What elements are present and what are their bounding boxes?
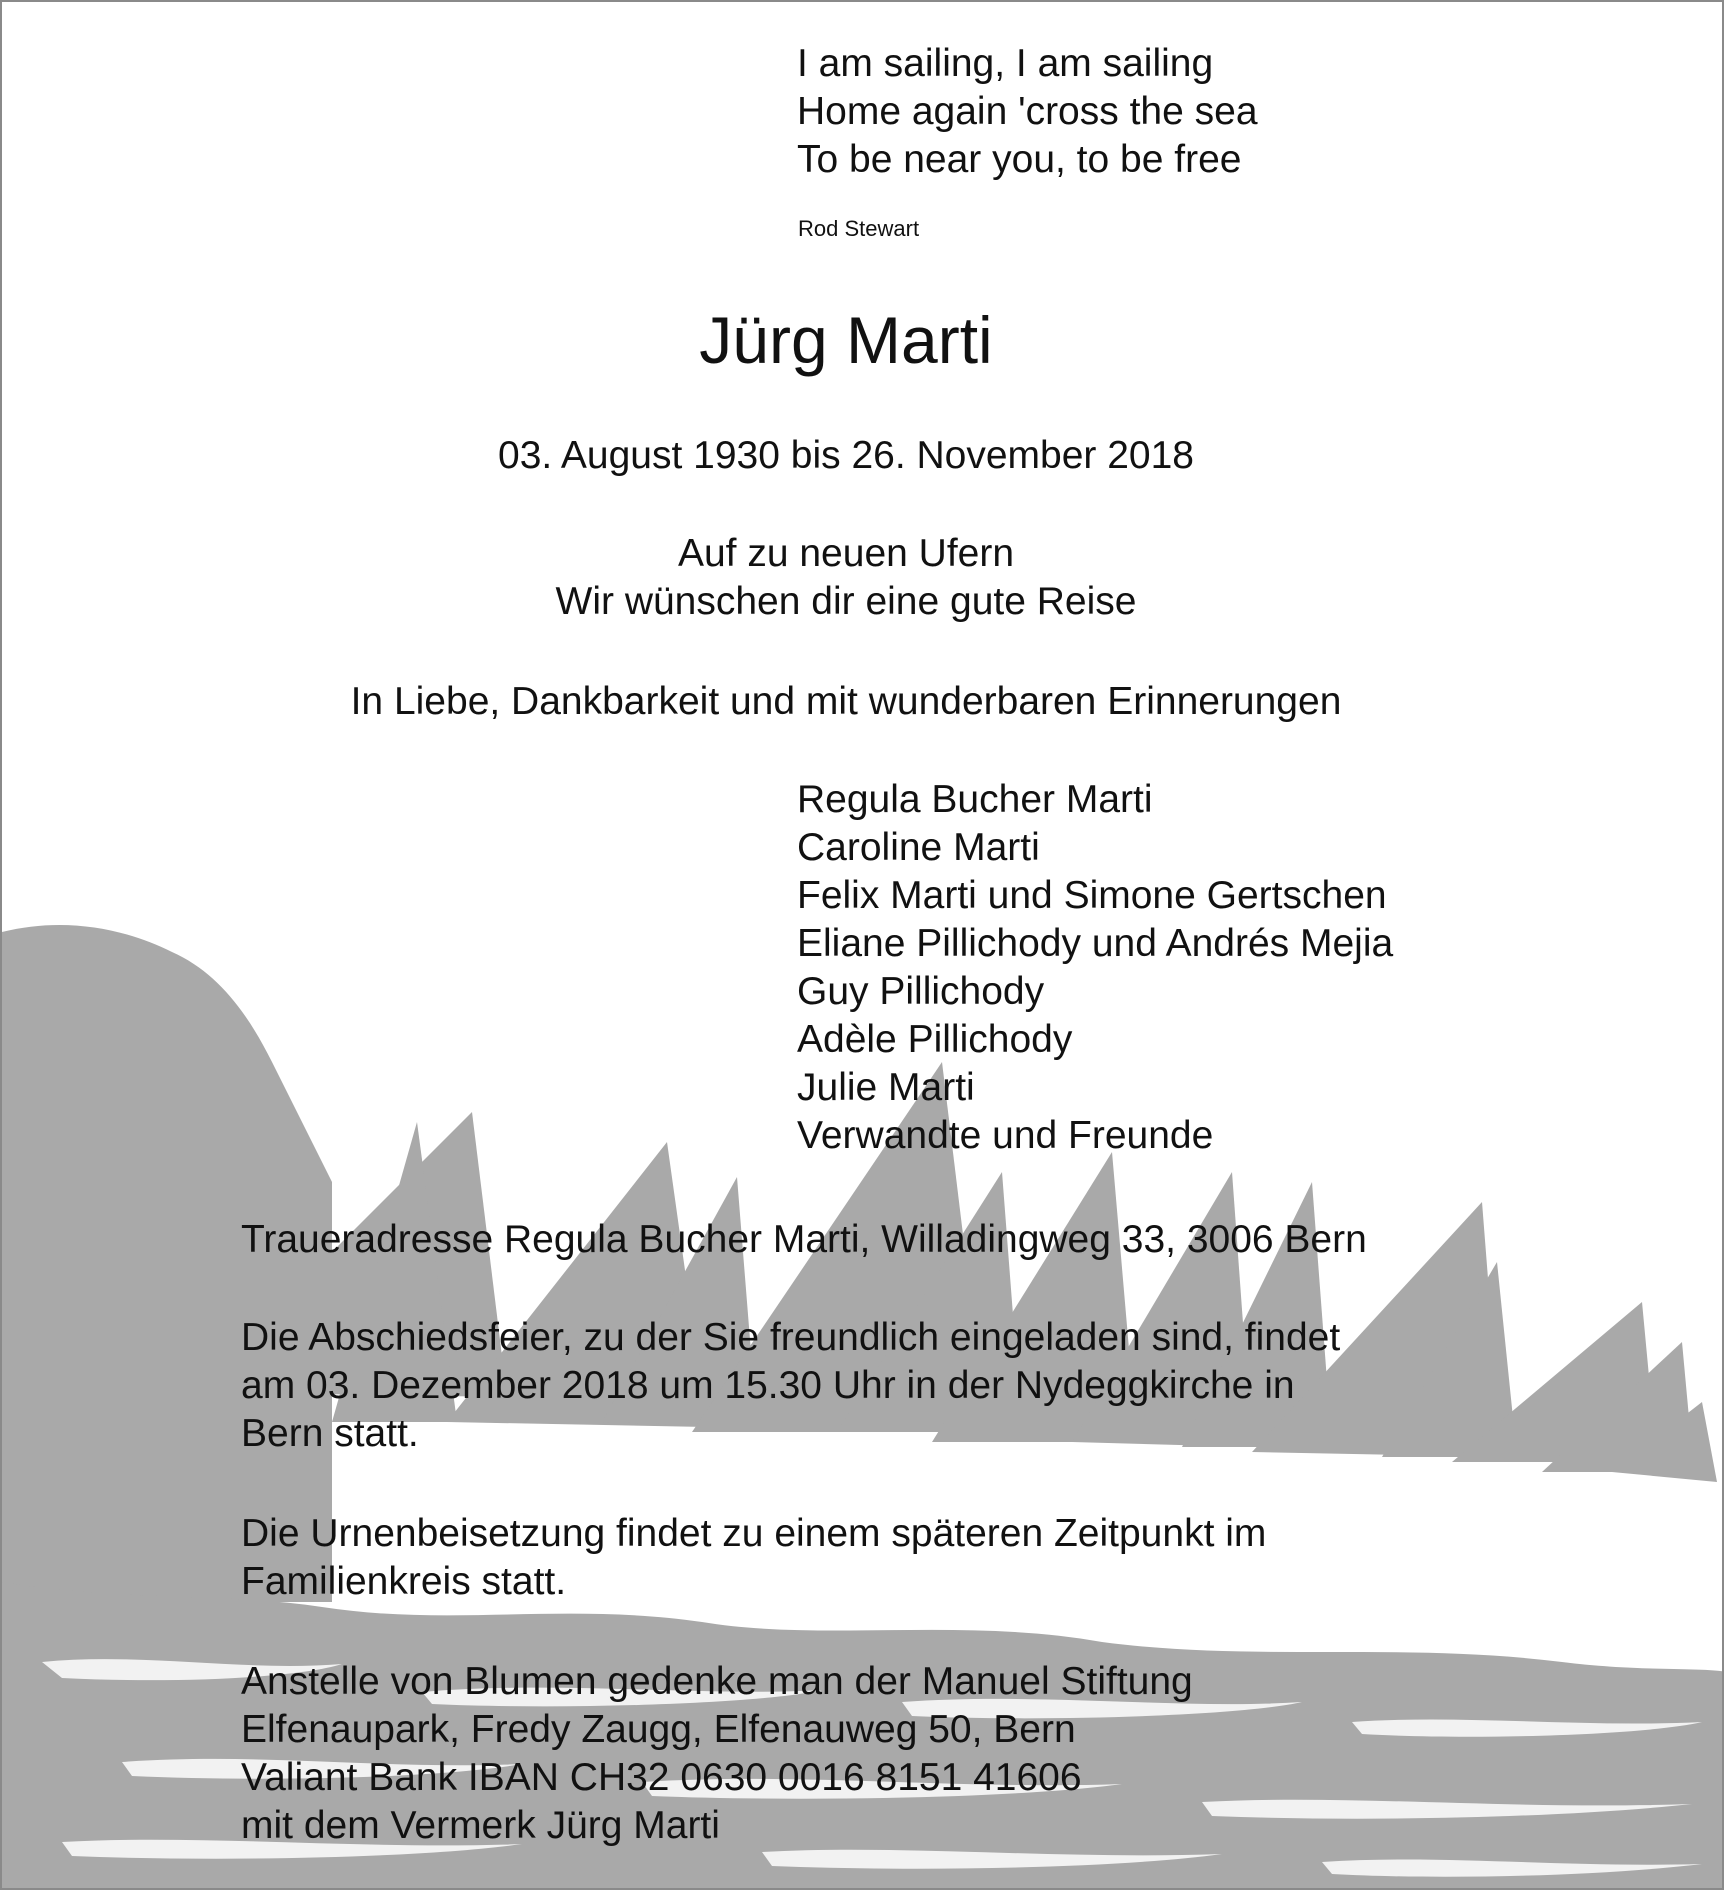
mourner-name: Felix Marti und Simone Gertschen xyxy=(797,874,1387,917)
quote-line: To be near you, to be free xyxy=(797,138,1242,181)
urn-line: Familienkreis statt. xyxy=(241,1560,567,1603)
mourning-address: Traueradresse Regula Bucher Marti, Willadingweg 33, 3006 Bern xyxy=(241,1218,1367,1261)
mourner-name: Adèle Pillichody xyxy=(797,1018,1073,1061)
donation-line: Elfenaupark, Fredy Zaugg, Elfenauweg 50, Bern xyxy=(241,1708,1076,1751)
ceremony-line: am 03. Dezember 2018 um 15.30 Uhr in der Nydeggkirche in xyxy=(241,1364,1295,1407)
mourner-name: Eliane Pillichody und Andrés Mejia xyxy=(797,922,1394,965)
life-dates: 03. August 1930 bis 26. November 2018 xyxy=(498,434,1194,477)
farewell-line: Wir wünschen dir eine gute Reise xyxy=(555,580,1137,623)
mourner-name: Regula Bucher Marti xyxy=(797,778,1153,821)
donation-line: Valiant Bank IBAN CH32 0630 0016 8151 41606 xyxy=(241,1756,1082,1799)
donation-info xyxy=(241,1658,1193,1850)
quote-author: Rod Stewart xyxy=(798,216,920,241)
mourner-name: Verwandte und Freunde xyxy=(797,1114,1214,1157)
quote-line: I am sailing, I am sailing xyxy=(797,42,1214,85)
quote-line: Home again 'cross the sea xyxy=(797,90,1258,133)
mourner-name: Julie Marti xyxy=(797,1066,975,1109)
deceased-name: Jürg Marti xyxy=(699,303,993,377)
urn-burial-info xyxy=(241,1510,1266,1606)
ceremony-line: Bern statt. xyxy=(241,1412,419,1455)
mourner-name: Guy Pillichody xyxy=(797,970,1045,1013)
farewell-line: Auf zu neuen Ufern xyxy=(677,532,1015,575)
donation-line: Anstelle von Blumen gedenke man der Manuel Stiftung xyxy=(241,1660,1193,1703)
donation-line: mit dem Vermerk Jürg Marti xyxy=(241,1804,720,1847)
mourners-list xyxy=(797,776,1393,1160)
ceremony-info xyxy=(241,1314,1340,1458)
mourner-name: Caroline Marti xyxy=(797,826,1040,869)
farewell-message xyxy=(2,530,1690,626)
ceremony-line: Die Abschiedsfeier, zu der Sie freundlich eingeladen sind, findet xyxy=(241,1316,1341,1359)
urn-line: Die Urnenbeisetzung findet zu einem späteren Zeitpunkt im xyxy=(241,1512,1267,1555)
dedication-line: In Liebe, Dankbarkeit und mit wunderbaren Erinnerungen xyxy=(350,680,1342,723)
song-quote xyxy=(797,40,1258,184)
